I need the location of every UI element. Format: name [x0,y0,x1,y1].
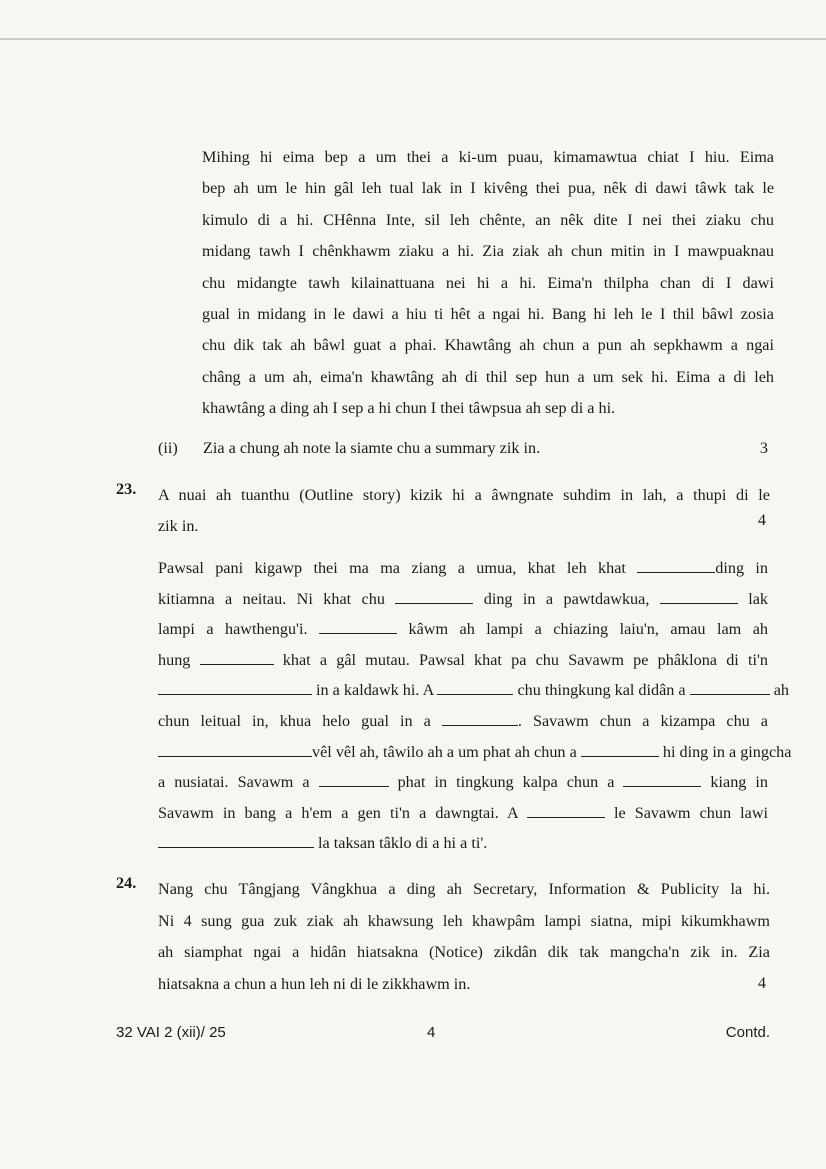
answer-blank[interactable] [319,772,389,787]
answer-blank[interactable] [158,833,236,848]
passage [202,142,774,425]
question-23-text [158,480,770,542]
question-23-line: zik in. [158,517,199,535]
question-24-line: hiatsakna a chun a hun leh ni di le zikkhawm in. [158,974,471,993]
fill-line [158,614,768,645]
fill-text: in a kaldawk hi. A [312,681,438,700]
fill-text: a nusiatai. Savawm a [158,773,319,792]
answer-blank[interactable] [158,742,236,757]
question-24-line: Ni 4 sung gua zuk ziak ah khawsung leh khawpâm lampi siatna, mipi kikumkhawm [158,911,770,930]
question-23-marks: 4 [757,511,766,529]
answer-blank[interactable] [158,680,236,695]
answer-blank[interactable] [660,589,738,604]
fill-line [158,553,768,584]
fill-line [158,798,768,829]
fill-text: la taksan tâklo di a hi a ti'. [314,834,488,853]
answer-blank[interactable] [319,619,397,634]
answer-blank[interactable] [236,680,312,695]
fill-text: . Savawm chun a kizampa chu a [517,711,768,730]
continued-label: Contd. [725,1024,770,1041]
passage-line: kimulo di a hi. CHênna Inte, sil leh chênte, an nêk dite I nei thei ziaku chu [202,210,774,229]
answer-blank[interactable] [395,589,473,604]
question-24 [116,874,770,1004]
fill-text: ding in [715,559,768,577]
question-23-line: A nuai ah tuanthu (Outline story) kizik hi a âwngnate suhdim in lah, a thupi di le [158,486,770,504]
answer-blank[interactable] [637,558,715,573]
fill-line [158,737,792,768]
fill-text: lak [737,589,768,608]
answer-blank[interactable] [236,833,314,848]
answer-blank[interactable] [581,742,659,757]
answer-blank[interactable] [690,680,770,695]
answer-blank[interactable] [623,772,701,787]
fill-text: lampi a hawthengu'i. [158,620,319,639]
fill-text: chun leitual in, khua helo gual in a [158,711,442,730]
fill-line [158,645,768,676]
answer-blank[interactable] [437,680,513,695]
fill-text: phat in tingkung kalpa chun a [388,773,624,792]
answer-blank[interactable] [527,803,605,818]
fill-text: vêl vêl ah, tâwilo ah a um phat ah chun a [312,742,581,761]
question-23 [116,480,770,540]
fill-text: hi ding in a gingcha [658,742,792,761]
scan-edge-line [0,38,826,40]
question-24-line: ah siamphat ngai a hidân hiatsakna (Notice) zikdân dik tak mangcha'n zik in. Zia [158,943,770,961]
paper-code: 32 VAI 2 (xii)/ 25 [116,1024,226,1041]
page-number: 4 [427,1024,436,1041]
answer-blank[interactable] [442,711,518,726]
fill-line [158,828,768,859]
question-24-number: 24. [116,874,137,892]
sub-question-text: Zia a chung ah note la siamte chu a summary zik in. [203,439,541,457]
passage-line: midang tawh I chênkhawm ziaku a hi. Zia ziak ah chun mitin in I mawpuaknau [202,242,774,261]
fill-text: khat a gâl mutau. Pawsal khat pa chu Savawm pe phâklona di ti'n [273,650,768,669]
answer-blank[interactable] [200,650,274,665]
fill-text: le Savawm chun lawi [604,803,769,822]
passage-line: chu midangte tawh kilainattuana nei hi a hi. Eima'n thilpha chan di I dawi [202,273,774,292]
fill-text: kâwm ah lampi a chiazing laiu'n, amau lam ah [397,620,769,639]
fill-text: ah [769,681,789,700]
fill-line [158,767,768,798]
fill-text: Pawsal pani kigawp thei ma ma ziang a umua, khat leh khat [158,559,638,577]
fill-line [158,584,768,615]
passage-line: chu dik tak ah bâwl guat a phai. Khawtâng ah chun a pun ah sepkhawm a ngai [202,336,774,355]
question-24-text [158,874,770,1000]
passage-line: khawtâng a ding ah I sep a hi chun I thei tâwpsua ah sep di a hi. [202,399,616,418]
question-23-number: 23. [116,480,137,498]
fill-line [158,706,768,737]
answer-blank[interactable] [236,742,312,757]
fill-text: chu thingkung kal didân a [513,681,690,700]
fill-line [158,675,789,706]
passage-line: gual in midang in le dawi a hiu ti hêt a ngai hi. Bang hi leh le I thil bâwl zosia [202,305,774,324]
fill-text: kiang in [701,773,768,792]
passage-line: Mihing hi eima bep a um thei a ki-um puau, kimamawtua chiat I hiu. Eima [202,148,774,166]
fill-text: ding in a pawtdawkua, [473,589,660,608]
sub-question-marks: 3 [759,439,768,457]
passage-line: bep ah um le hin gâl leh tual lak in I kivêng thei pua, nêk di dawi tâwk tak le [202,179,774,198]
fill-text: hung [158,650,200,669]
fill-text: Savawm in bang a h'em a gen ti'n a dawngtai. A [158,803,527,822]
passage-line: châng a um ah, eima'n khawtâng ah di thil sep hun a um sek hi. Eima a di leh [202,367,774,386]
question-24-marks: 4 [757,974,766,992]
fill-text: kitiamna a neitau. Ni khat chu [158,589,396,608]
sub-question-number: (ii) [158,439,178,457]
question-24-line: Nang chu Tângjang Vângkhua a ding ah Secretary, Information & Publicity la hi. [158,880,770,898]
fill-in-blanks-passage [158,553,792,859]
